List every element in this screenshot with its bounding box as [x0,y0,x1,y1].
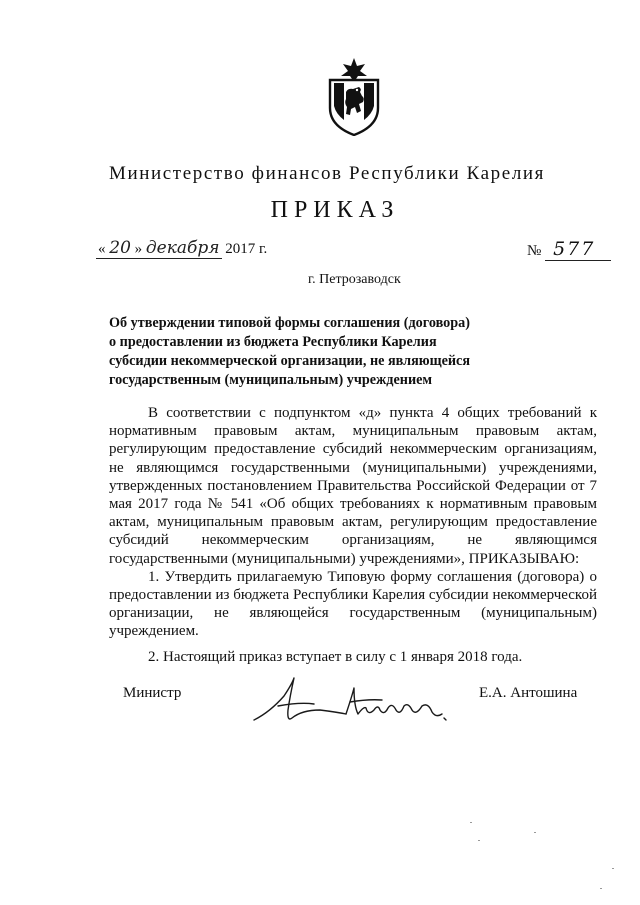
order-subject [109,314,529,390]
date-close-quote: » [134,241,143,257]
item-2-paragraph: 2. Настоящий приказ вступает в силу с 1 января 2018 года. [148,648,523,665]
city: г. Петрозаводск [308,272,401,287]
date-day: 20 [109,238,131,258]
date-open-quote: « [98,241,106,257]
handwritten-signature [250,666,470,736]
subject-line: субсидии некоммерческой организации, не являющейся [109,353,471,369]
item-1-paragraph: 1. Утвердить прилагаемую Типовую форму соглашения (договора) о предоставлении из бюджета Республики Карелия субсидии некоммерческой организации, не являющейся государственным (муниципальным) учреждением. [109,568,597,640]
signatory-name: Е.А. Антошина [479,685,578,701]
signatory-position: Министр [123,685,182,701]
preamble-paragraph: В соответствии с подпунктом «д» пункта 4 общих требований к нормативным правовым актам, муниципальным правовым актам, регулирующим предоставление субсидий некоммерческим организациям, не являющимся государственными (муниципальными) учреждениями, утвержденных постановлением Правительства Российской Федерации от 7 мая 2017 года № 541 «Об общих требованиях к нормативным правовым актам, муниципальным правовым актам, регулирующим предоставление субсидий некоммерческим организациям, не являющимся государственными (муниципальными) учреждениями», ПРИКАЗЫВАЮ: [109,405,597,567]
number-value: 577 [545,238,611,261]
scan-speck [470,822,472,823]
scan-speck [534,832,536,833]
date-day-field [96,238,222,259]
order-body [109,404,597,666]
scan-speck [612,868,614,869]
order-date [96,238,267,259]
subject-line: государственным (муниципальным) учреждением [109,372,433,388]
scan-speck [478,840,480,841]
document-type-title: ПРИКАЗ [270,197,400,223]
number-sign: № [527,243,542,259]
scan-speck [600,888,602,889]
subject-line: Об утверждении типовой формы соглашения (договора) [109,315,470,331]
date-year: 2017 г. [225,241,268,257]
date-month: декабря [145,238,220,258]
order-number [527,238,611,261]
subject-line: о предоставлении из бюджета Республики Карелия [109,334,437,350]
karelia-coat-of-arms-icon [326,58,382,136]
ministry-name: Министерство финансов Республики Карелия [108,163,546,184]
